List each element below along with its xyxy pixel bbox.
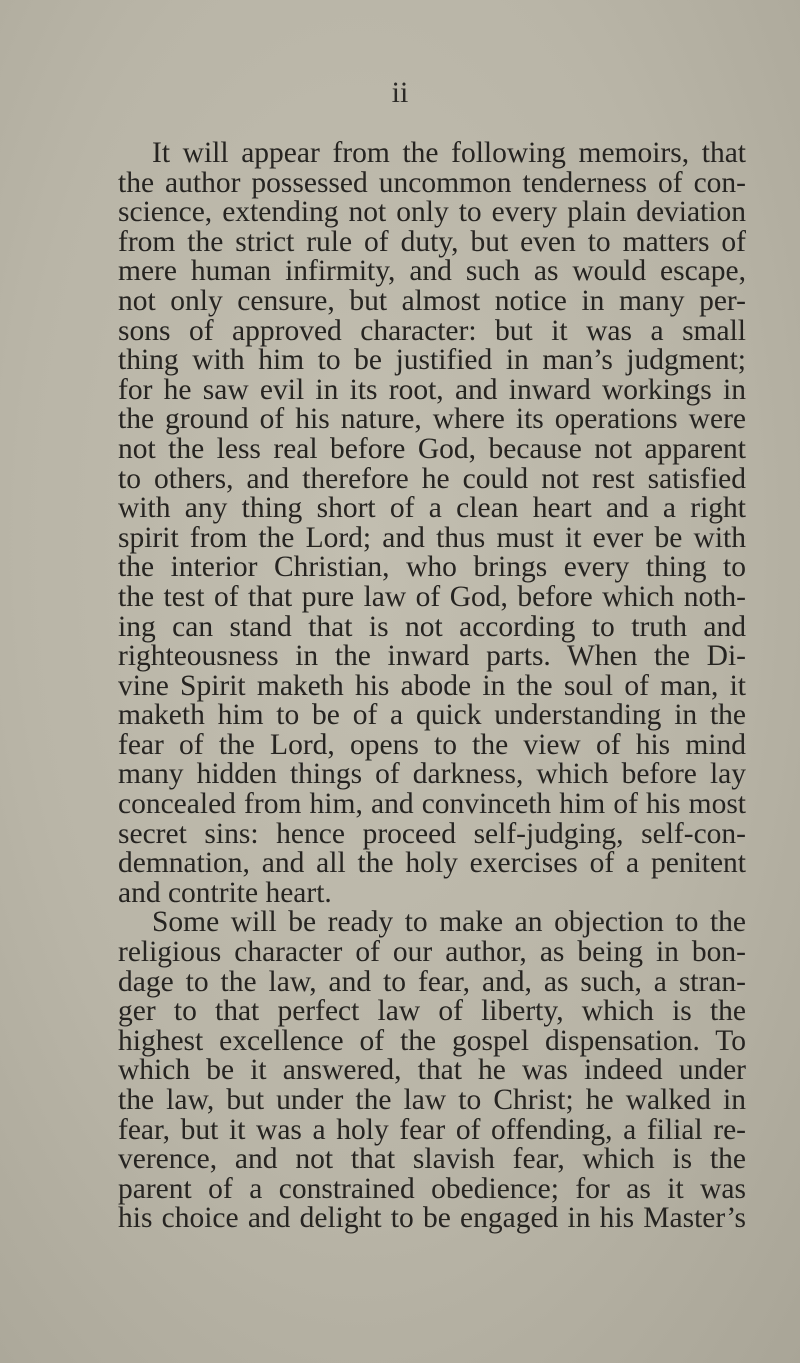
text-line: thing with him to be justified in man’s judgment;	[118, 344, 746, 377]
text-line: secret sins: hence proceed self-judging, self-con-	[118, 817, 746, 850]
text-line: many hidden things of darkness, which before lay	[118, 758, 746, 791]
body-text	[118, 139, 746, 1234]
text-line: mere human infirmity, and such as would escape,	[118, 255, 746, 288]
text-line: which be it answered, that he was indeed under	[118, 1054, 746, 1087]
text-line: his choice and delight to be engaged in his Master’s	[118, 1202, 746, 1235]
text-line: and contrite heart.	[118, 876, 332, 909]
text-line: sons of approved character: but it was a small	[118, 314, 746, 347]
text-line: spirit from the Lord; and thus must it ever be with	[118, 521, 746, 554]
text-line: the ground of his nature, where its operations were	[118, 403, 746, 436]
text-line: righteousness in the inward parts. When the Di-	[118, 640, 746, 673]
text-line: vine Spirit maketh his abode in the soul of man, it	[118, 669, 746, 702]
text-line: the test of that pure law of God, before which noth-	[118, 580, 746, 613]
text-line: ing can stand that is not according to truth and	[118, 610, 746, 643]
text-line: It will appear from the following memoirs, that	[152, 137, 746, 169]
text-line: science, extending not only to every plain deviation	[118, 196, 746, 229]
page-number: ii	[391, 76, 409, 109]
text-line: parent of a constrained obedience; for as it was	[118, 1172, 746, 1205]
text-line: to others, and therefore he could not rest satisfied	[118, 462, 746, 495]
text-line: concealed from him, and convinceth him of his most	[118, 788, 746, 821]
text-line: the law, but under the law to Christ; he walked in	[118, 1084, 746, 1116]
text-line: fear of the Lord, opens to the view of his mind	[118, 728, 746, 761]
text-line: dage to the law, and to fear, and, as such, a stran-	[118, 965, 746, 998]
text-line: not only censure, but almost notice in many per-	[118, 284, 746, 317]
text-line: from the strict rule of duty, but even to matters of	[118, 225, 746, 258]
text-line: for he saw evil in its root, and inward workings in	[118, 373, 746, 406]
text-line: verence, and not that slavish fear, which is the	[118, 1143, 746, 1176]
text-line: fear, but it was a holy fear of offending, a filial re-	[118, 1113, 746, 1146]
text-line: ger to that perfect law of liberty, which is the	[118, 995, 746, 1028]
text-line: the author possessed uncommon tenderness of con-	[118, 166, 746, 199]
text-line: the interior Christian, who brings every thing to	[118, 551, 746, 584]
text-line: demnation, and all the holy exercises of a penitent	[118, 847, 746, 880]
text-line: with any thing short of a clean heart and a right	[118, 492, 746, 525]
text-line: highest excellence of the gospel dispensation. To	[118, 1024, 746, 1057]
text-line: not the less real before God, because not apparent	[118, 432, 746, 465]
text-line: religious character of our author, as being in bon-	[118, 936, 746, 969]
text-line: maketh him to be of a quick understanding in the	[118, 699, 746, 732]
text-line: Some will be ready to make an objection to the	[152, 906, 746, 939]
